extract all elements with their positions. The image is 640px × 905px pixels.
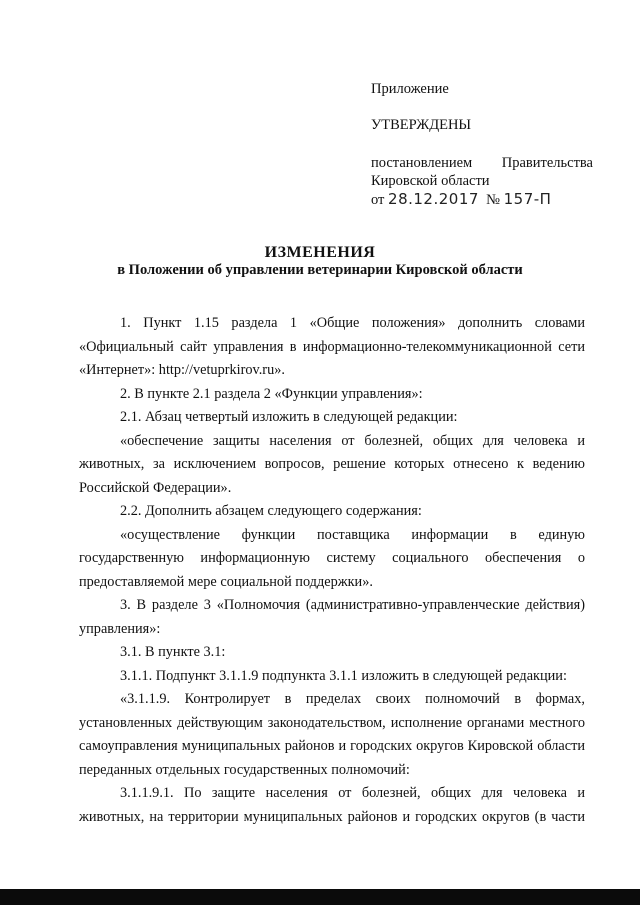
paragraph-4: «обеспечение защиты населения от болезней, общих для человека и животных, за исключением вопросов, решение которых отнесено к ведению Российской Федерации». [79, 432, 585, 496]
paragraph-2: 2. В пункте 2.1 раздела 2 «Функции управления»: [120, 385, 423, 402]
paragraph-6: «осуществление функции поставщика информации в единую государственную информационную систему социального обеспечения о предоставляемой мере социальной поддержки». [79, 526, 585, 590]
paragraph-11: 3.1.1.9.1. По защите населения от болезней, общих для человека и животных, на территории муниципальных районов и городских округов (в части [79, 785, 585, 825]
paragraph-1: 1. Пункт 1.15 раздела 1 «Общие положения» дополнить словами «Официальный сайт управления в информационно-телекоммуникационной сети «Интернет»: http://vetuprkirov.ru». [79, 315, 585, 378]
approval-block [371, 80, 593, 209]
paragraph-3: 2.1. Абзац четвертый изложить в следующей редакции: [120, 409, 458, 425]
document-body [79, 312, 585, 829]
government-word: Правительства [501, 155, 593, 171]
paragraph-9: 3.1.1. Подпункт 3.1.1.9 подпункта 3.1.1 изложить в следующей редакции: [120, 667, 567, 684]
decree-line [371, 154, 593, 172]
date-prefix: от [371, 192, 385, 208]
paragraph-10: «3.1.1.9. Контролирует в пределах своих полномочий в формах, установленных действующим законодательством, исполнение органами местного самоуправления муниципальных районов и городских округов Кировской области переданных отдельных государственных полномочий: [79, 691, 585, 778]
date-number-line [371, 190, 593, 209]
document-subtitle: в Положении об управлении ветеринарии Кировской области [117, 262, 523, 278]
decree-word: постановлением [371, 155, 473, 171]
appendix-label: Приложение [371, 81, 449, 97]
scan-edge-bar [0, 889, 640, 905]
document-title: ИЗМЕНЕНИЯ [264, 244, 376, 261]
paragraph-5: 2.2. Дополнить абзацем следующего содержания: [120, 503, 422, 519]
handwritten-number: 157-П [503, 190, 552, 208]
paragraph-8: 3.1. В пункте 3.1: [120, 644, 226, 660]
approved-label: УТВЕРЖДЕНЫ [371, 117, 472, 133]
region-line: Кировской области [371, 173, 490, 189]
handwritten-date: 28.12.2017 [388, 190, 479, 208]
paragraph-7: 3. В разделе 3 «Полномочия (административно-управленческие действия) управления»: [79, 597, 585, 637]
number-sign: № [486, 192, 501, 208]
